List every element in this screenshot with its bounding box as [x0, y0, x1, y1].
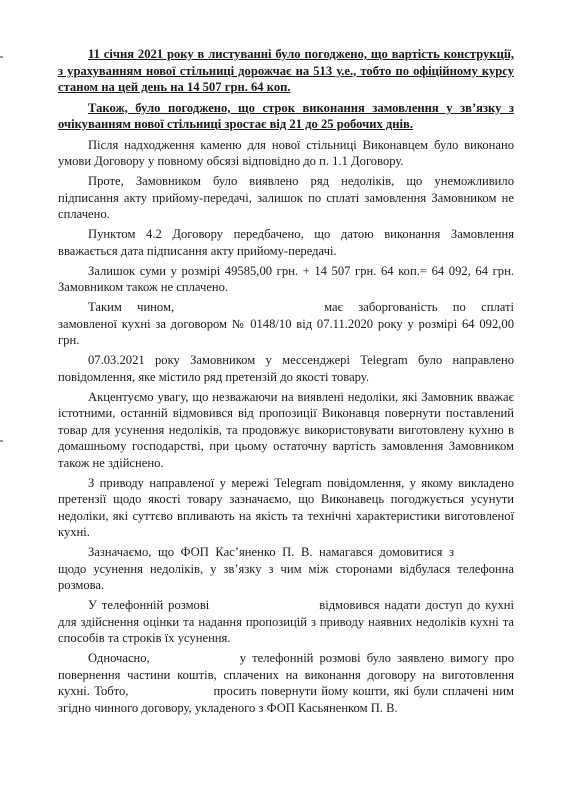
- paragraph-phone-call: [58, 597, 514, 647]
- paragraph-negotiation-attempt: [58, 544, 514, 594]
- paragraph-deadline-agreement: Також, було погоджено, що строк виконання замовлення у зв’язку з очікуванням нової стільниці зростає від 21 до 25 робочих днів.: [58, 100, 514, 131]
- phone-call-rest-text: відмовився надати доступ до кухні для здійснення оцінки та надання пропозицій з приводу наявних недоліків кухні та способів та строків їх усунення.: [58, 598, 514, 645]
- debt-lead-text: Таким чином,: [88, 300, 175, 314]
- paragraph-debt: [58, 299, 514, 349]
- scan-mark: [0, 440, 3, 442]
- paragraph-defects-found: Проте, Замовником було виявлено ряд недоліків, що унеможливило підписання акту прийому-передачі, залишок по сплаті замовлення Замовником не сплачено.: [58, 174, 514, 221]
- debt-rest-text: має заборгованість по сплаті замовленої кухні за договором № 0148/10 від 07.11.2020 року у розмірі 64 092,00 грн.: [58, 300, 515, 347]
- scan-mark: [0, 56, 3, 58]
- paragraph-refused-return: Акцентуємо увагу, що незважаючи на виявлені недоліки, які Замовник вважає істотними, останній відмовився від пропозиції Виконавця повернути поставлений товар для усунення недоліків, та продовжує використовувати виготовлену кухню в домашньому господарстві, при цьому остаточну вартість замовлення Замовником також не здійснено.: [58, 389, 514, 470]
- refund-middle-text: у телефонній розмові було заявлено вимогу про повернення частини коштів, сплачених на виконання договору на виготовлення кухні. Тобто,: [58, 651, 514, 698]
- refund-lead-text: Одночасно,: [88, 651, 150, 665]
- paragraph-remaining-sum: Залишок суми у розмірі 49585,00 грн. + 14 507 грн. 64 коп.= 64 092, 64 грн. Замовником також не сплачено.: [58, 263, 514, 294]
- paragraph-cost-agreement: 11 січня 2021 року в листуванні було погоджено, що вартість конструкції, з урахуванням нової стільниці дорожчає на 513 у.е., тобто по офіційному курсу станом на цей день на 14 507 грн. 64 коп.: [58, 47, 514, 94]
- paragraph-telegram-message: 07.03.2021 року Замовником у мессенджері Telegram було направлено повідомлення, яке містило ряд претензій до якості товару.: [58, 353, 514, 384]
- paragraph-claims-response: З приводу направленої у мережі Telegram повідомлення, у якому викладено претензії щодо якості товару зазначаємо, що Виконавець погоджується усунути недоліки, які суттєво впливають на якість та технічні характеристики виготовленої кухні.: [58, 475, 514, 539]
- document-body: [58, 46, 514, 720]
- negotiation-rest-text: щодо усунення недоліків, у зв’язку з чим між сторонами відбулася телефонна розмова.: [58, 561, 514, 592]
- paragraph-clause-4-2: Пунктом 4.2 Договору передбачено, що датою виконання Замовлення вважається дата підписання акту прийому-передачі.: [58, 227, 514, 258]
- paragraph-contract-fulfilled: Після надходження каменю для нової стільниці Виконавцем було виконано умови Договору у повному обсязі відповідно до п. 1.1 Договору.: [58, 137, 514, 168]
- refund-rest-text: просить повернути йому кошти, які були сплачені ним згідно чинного договору, укладеного з ФОП Касьяненком П. В.: [58, 684, 514, 715]
- negotiation-lead-text: Зазначаємо, що ФОП Кас’яненко П. В. намагався домовитися з: [88, 545, 454, 559]
- paragraph-refund-demand: [58, 650, 514, 716]
- phone-call-lead-text: У телефонній розмові: [88, 598, 210, 612]
